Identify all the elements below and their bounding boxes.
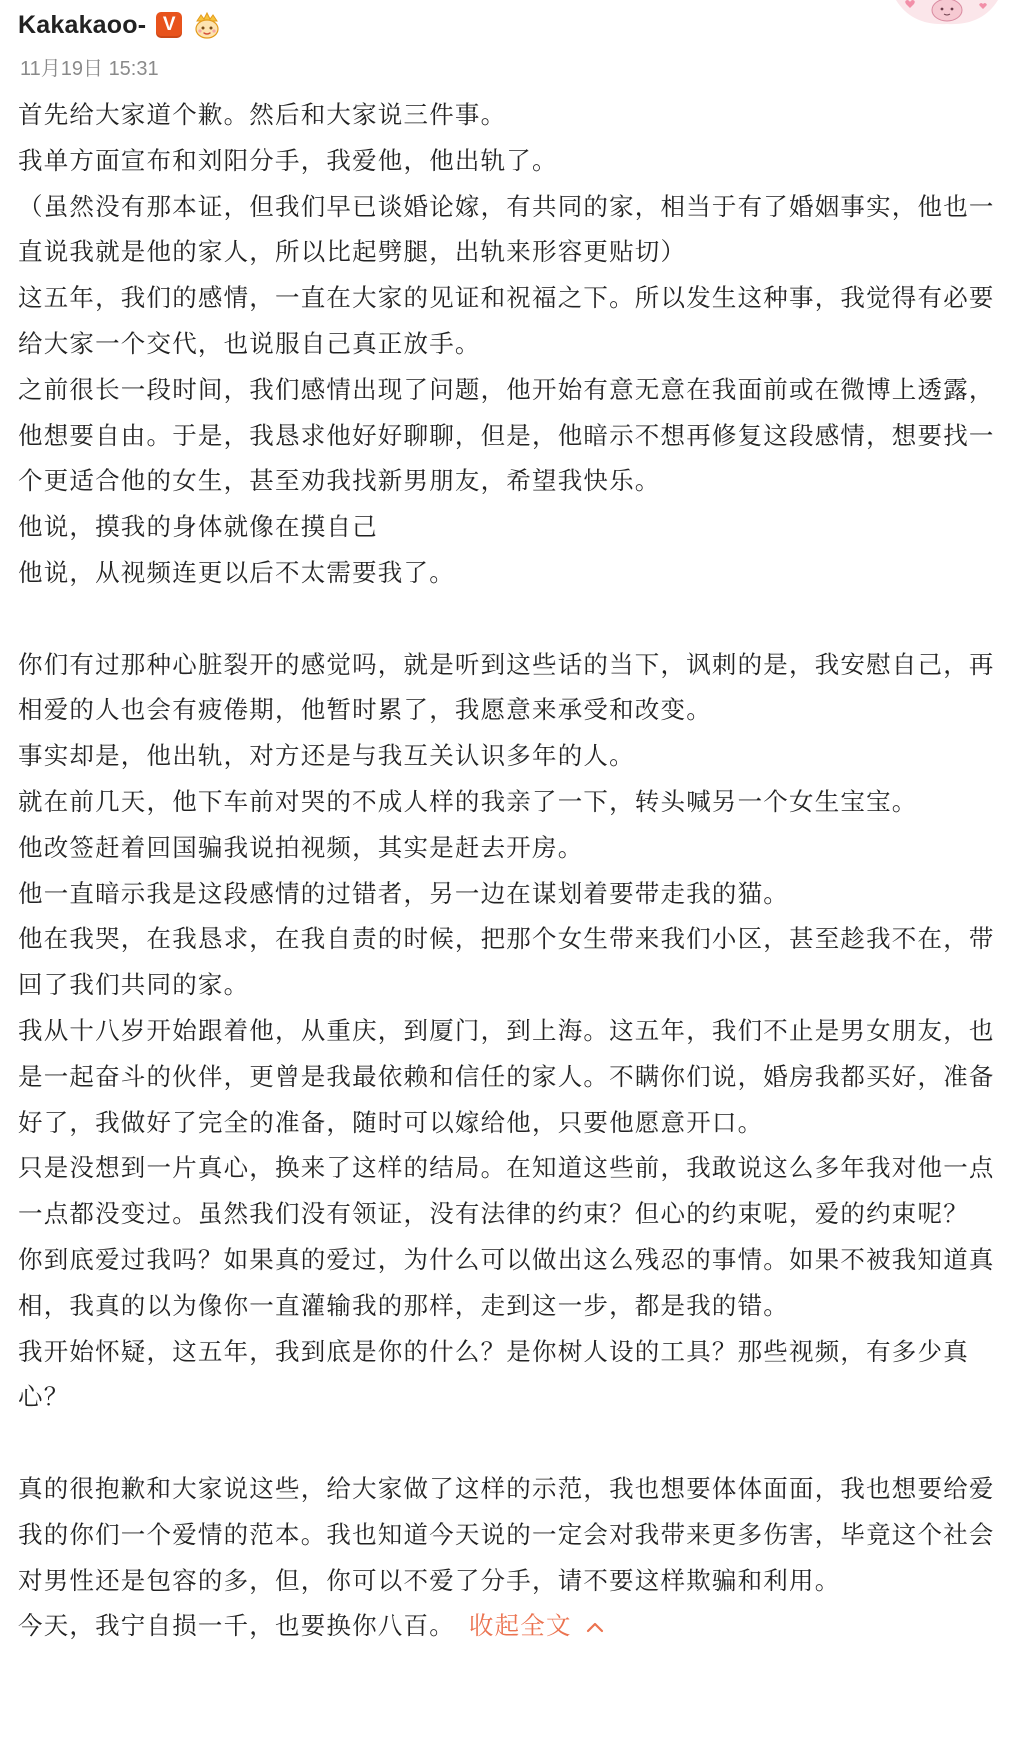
post-paragraph: 他改签赶着回国骗我说拍视频，其实是赶去开房。 (18, 832, 584, 862)
post-paragraph: 这五年，我们的感情，一直在大家的见证和祝福之下。所以发生这种事，我觉得有必要给大家一个交代，也说服自己真正放手。 (18, 283, 995, 358)
post-last-line (18, 1603, 1002, 1649)
post-paragraph: 他一直暗示我是这段感情的过错者，另一边在谋划着要带走我的猫。 (18, 878, 789, 908)
blank-line (18, 1420, 1002, 1466)
post-paragraph: （虽然没有那本证，但我们早已谈婚论嫁，有共同的家，相当于有了婚姻事实，他也一直说我就是他的家人，所以比起劈腿，出轨来形容更贴切） (18, 191, 995, 267)
post-paragraph: 他在我哭，在我恳求，在我自责的时候，把那个女生带来我们小区，甚至趁我不在，带回了我们共同的家。 (18, 924, 995, 1000)
post-paragraph: 我从十八岁开始跟着他，从重庆，到厦门，到上海。这五年，我们不止是男女朋友，也是一起奋斗的伙伴，更曾是我最依赖和信任的家人。不瞒你们说，婚房我都买好，准备好了，我做好了完全的准备，随时可以嫁给他，只要他愿意开口。 (18, 1015, 995, 1137)
post-paragraph: 他说，摸我的身体就像在摸自己 (18, 512, 378, 542)
blank-line (18, 596, 1002, 642)
post-paragraph: 只是没想到一片真心，换来了这样的结局。在知道这些前，我敢说这么多年我对他一点一点都没变过。虽然我们没有领证，没有法律的约束？但心的约束呢，爱的约束呢？ (18, 1153, 995, 1229)
post-last-line-text: 今天，我宁自损一千，也要换你八百。 (18, 1611, 455, 1641)
member-crown-icon (192, 10, 222, 40)
post-paragraph: 就在前几天，他下车前对哭的不成人样的我亲了一下，转头喊另一个女生宝宝。 (18, 786, 918, 816)
chevron-up-icon[interactable] (586, 1621, 604, 1633)
author-name[interactable]: Kakakaoo- (18, 10, 147, 39)
weibo-post (18, 0, 1002, 1649)
author-row (18, 10, 222, 40)
post-paragraph: 真的很抱歉和大家说这些，给大家做了这样的示范，我也想要体体面面，我也想要给爱我的你们一个爱情的范本。我也知道今天说的一定会对我带来更多伤害，毕竟这个社会对男性还是包容的多，但，你可以不爱了分手，请不要这样欺骗和利用。 (18, 1473, 995, 1595)
decorative-sticker-icon (892, 0, 1002, 28)
post-paragraph: 他说，从视频连更以后不太需要我了。 (18, 557, 455, 587)
verified-v-badge-icon: V (156, 12, 182, 38)
post-paragraph: 我单方面宣布和刘阳分手，我爱他，他出轨了。 (18, 145, 558, 175)
post-paragraph: 我开始怀疑，这五年，我到底是你的什么？是你树人设的工具？那些视频，有多少真心？ (18, 1336, 969, 1412)
post-paragraph: 你们有过那种心脏裂开的感觉吗，就是听到这些话的当下，讽刺的是，我安慰自己，再相爱的人也会有疲倦期，他暂时累了，我愿意来承受和改变。 (18, 649, 995, 725)
post-paragraph: 首先给大家道个歉。然后和大家说三件事。 (18, 100, 507, 129)
collapse-label[interactable]: 收起全文 (468, 1611, 572, 1641)
post-paragraph: 你到底爱过我吗？如果真的爱过，为什么可以做出这么残忍的事情。如果不被我知道真相，我真的以为像你一直灌输我的那样，走到这一步，都是我的错。 (18, 1244, 995, 1320)
post-content (18, 92, 1002, 1649)
post-paragraph: 之前很长一段时间，我们感情出现了问题，他开始有意无意在我面前或在微博上透露，他想要自由。于是，我恳求他好好聊聊，但是，他暗示不想再修复这段感情，想要找一个更适合他的女生，甚至劝我找新男朋友，希望我快乐。 (18, 374, 995, 496)
post-header (18, 0, 1002, 82)
post-paragraph: 事实却是，他出轨，对方还是与我互关认识多年的人。 (18, 741, 635, 771)
post-timestamp[interactable]: 11月19日 15:31 (20, 58, 159, 80)
collapse-full-text-button[interactable] (469, 1611, 604, 1640)
